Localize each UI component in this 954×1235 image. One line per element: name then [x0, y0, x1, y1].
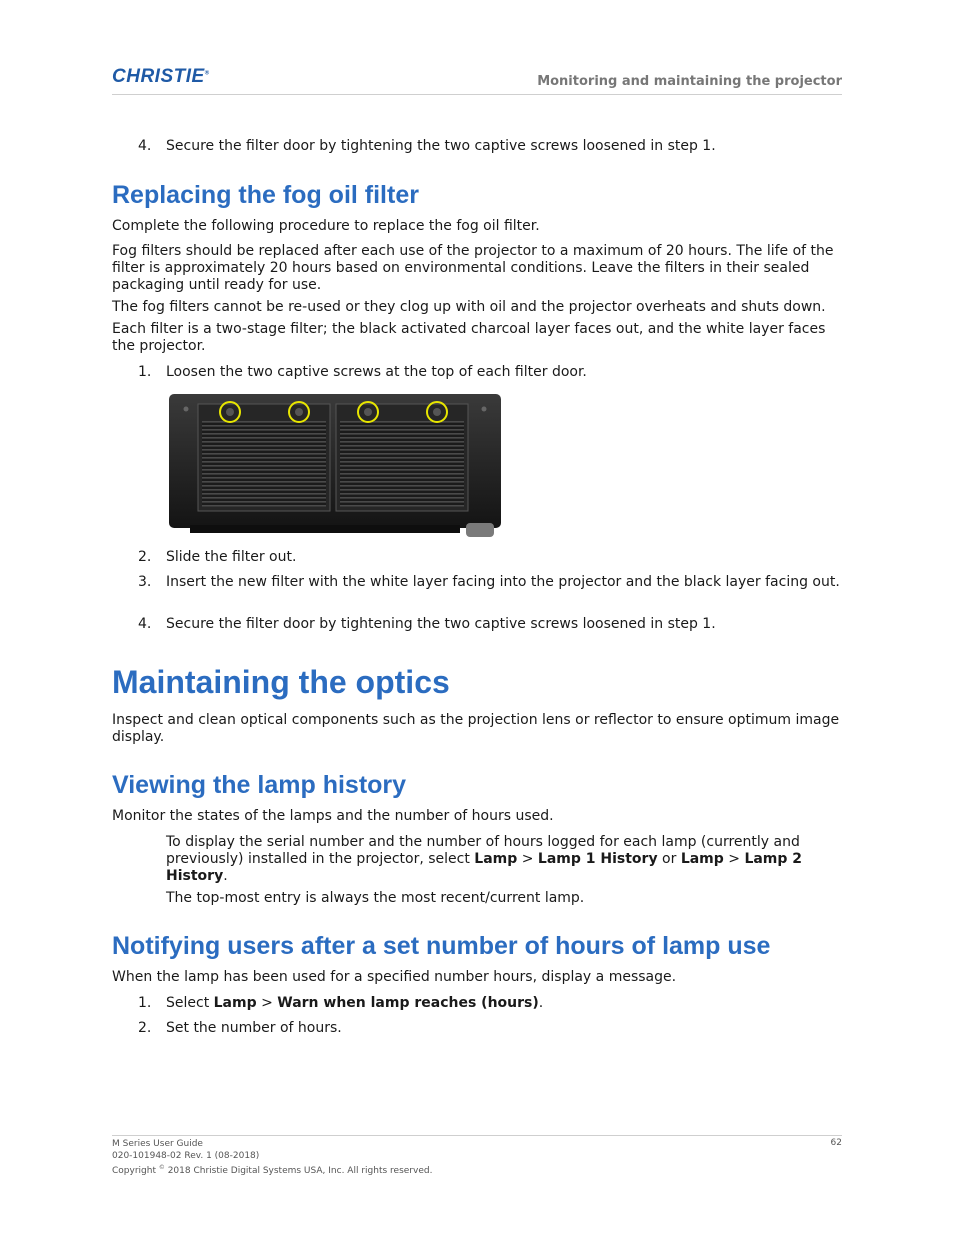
projector-filter-door-image [168, 393, 502, 543]
header-rule [112, 94, 842, 95]
christie-logo: CHRISTIE® [112, 66, 210, 87]
paragraph: Monitor the states of the lamps and the number of hours used. [112, 808, 554, 824]
section-heading-notify: Notifying users after a set number of hours of lamp use [112, 932, 771, 960]
indented-paragraph: The top-most entry is always the most recent/current lamp. [166, 890, 585, 906]
footer-rule [112, 1135, 842, 1136]
indented-paragraph: To display the serial number and the number of hours logged for each lamp (currently and previously) installed in the projector, select Lamp > Lamp 1 History or Lamp > Lamp 2 History. [166, 834, 803, 884]
section-heading-lamp-history: Viewing the lamp history [112, 771, 407, 799]
paragraph: Each filter is a two-stage filter; the black activated charcoal layer faces out, and the white layer faces the projector. [112, 321, 826, 354]
page-number: 62 [830, 1138, 842, 1148]
paragraph: Inspect and clean optical components such as the projection lens or reflector to ensure optimum image display. [112, 712, 840, 745]
chapter-heading-optics: Maintaining the optics [112, 664, 450, 700]
paragraph: Complete the following procedure to replace the fog oil filter. [112, 218, 540, 234]
paragraph: The fog filters cannot be re-used or they clog up with oil and the projector overheats and shuts down. [112, 299, 826, 315]
section-heading-fog: Replacing the fog oil filter [112, 181, 419, 209]
paragraph: When the lamp has been used for a specified number hours, display a message. [112, 969, 677, 985]
header-title: Monitoring and maintaining the projector [537, 74, 842, 89]
footer: M Series User Guide 020-101948-02 Rev. 1 (08-2018) Copyright © 2018 Christie Digital Systems USA, Inc. All rights reserved. [112, 1139, 433, 1176]
paragraph: Fog filters should be replaced after each use of the projector to a maximum of 20 hours. The life of the filter is approximately 20 hours based on environmental conditions. Leave the filters in their sealed packaging until ready for use. [112, 243, 834, 293]
